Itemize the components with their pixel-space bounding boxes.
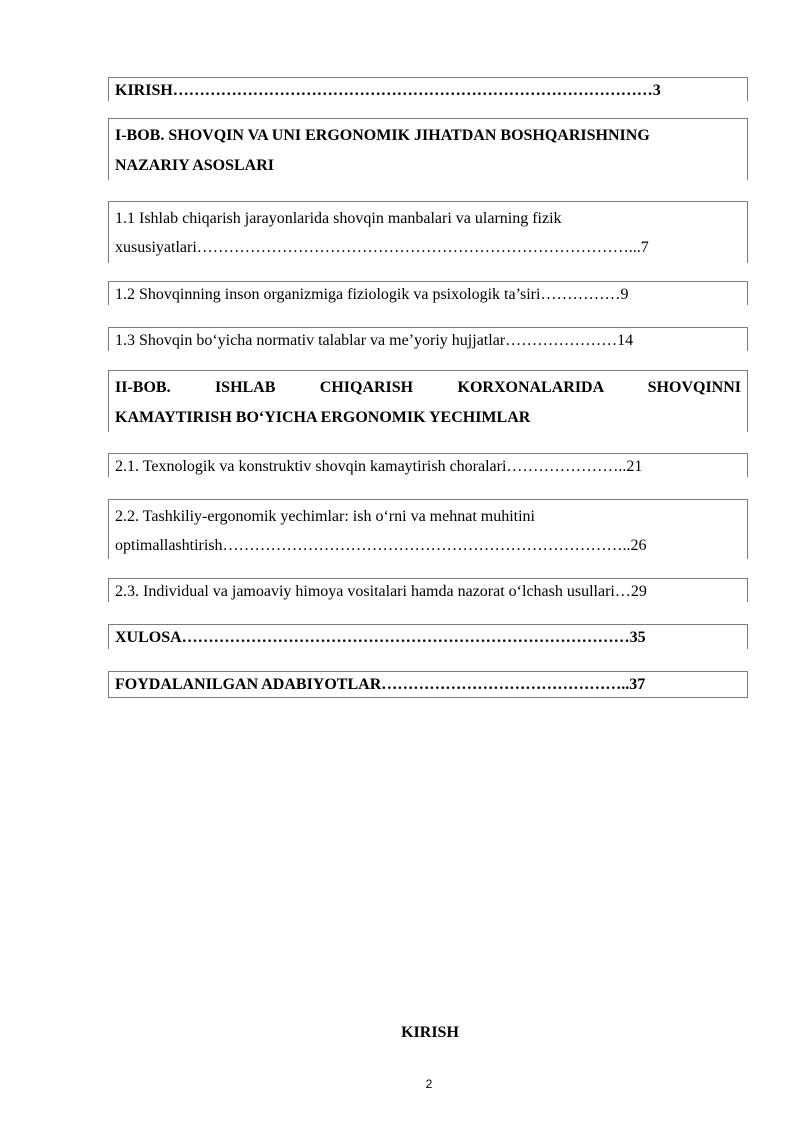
chapter-title-line-1: I-BOB. SHOVQIN VA UNI ERGONOMIK JIHATDAN BOSHQARISHNING (115, 127, 650, 144)
chapter-title-line-2: KAMAYTIRISH BO‘YICHA ERGONOMIK YECHIMLAR (115, 409, 531, 426)
toc-chapter-1 (108, 118, 748, 180)
toc-section-2-1 (108, 453, 748, 477)
chapter-title-line-1: II-BOB. ISHLAB CHIQARISH KORXONALARIDA SHOVQINNI (115, 379, 741, 396)
toc-entry-text: KIRISH………………………………………………………………………………3 (115, 82, 661, 99)
toc-section-1-3 (108, 327, 748, 351)
section-title: 2.1. Texnologik va konstruktiv shovqin kamaytirish choralari…………………..21 (115, 458, 643, 475)
toc-section-1-1 (108, 201, 748, 263)
toc-chapter-2 (108, 370, 748, 432)
section-title: 1.2 Shovqinning inson organizmiga fiziologik va psixologik ta’siri……………9 (115, 286, 629, 303)
toc-entry-kirish (108, 77, 748, 101)
chapter-title-line-2: NAZARIY ASOSLARI (115, 157, 274, 174)
toc-section-2-2 (108, 499, 748, 559)
toc-entry-text: FOYDALANILGAN ADABIYOTLAR………………………………………..37 (115, 676, 646, 693)
section-title: 2.3. Individual va jamoaviy himoya vositalari hamda nazorat o‘lchash usullari…29 (115, 583, 647, 600)
page-number: 2 (425, 1077, 433, 1091)
section-title-line-2: xususiyatlari………………………………………………………………………...7 (115, 239, 649, 256)
section-title-line-1: 1.1 Ishlab chiqarish jarayonlarida shovqin manbalari va ularning fizik (115, 210, 562, 227)
section-title-line-1: 2.2. Tashkiliy-ergonomik yechimlar: ish o‘rni va mehnat muhitini (115, 508, 535, 525)
toc-section-2-3 (108, 578, 748, 602)
toc-entry-adabiyotlar (108, 671, 748, 698)
section-title-line-2: optimallashtirish…………………………………………………………………..26 (115, 537, 647, 554)
toc-entry-text: XULOSA…………………………………………………………………………35 (115, 629, 646, 646)
toc-entry-xulosa (108, 624, 748, 649)
toc-section-1-2 (108, 281, 748, 305)
next-section-heading: KIRISH (401, 1024, 459, 1041)
section-title: 1.3 Shovqin bo‘yicha normativ talablar va me’yoriy hujjatlar…………………14 (115, 332, 634, 349)
